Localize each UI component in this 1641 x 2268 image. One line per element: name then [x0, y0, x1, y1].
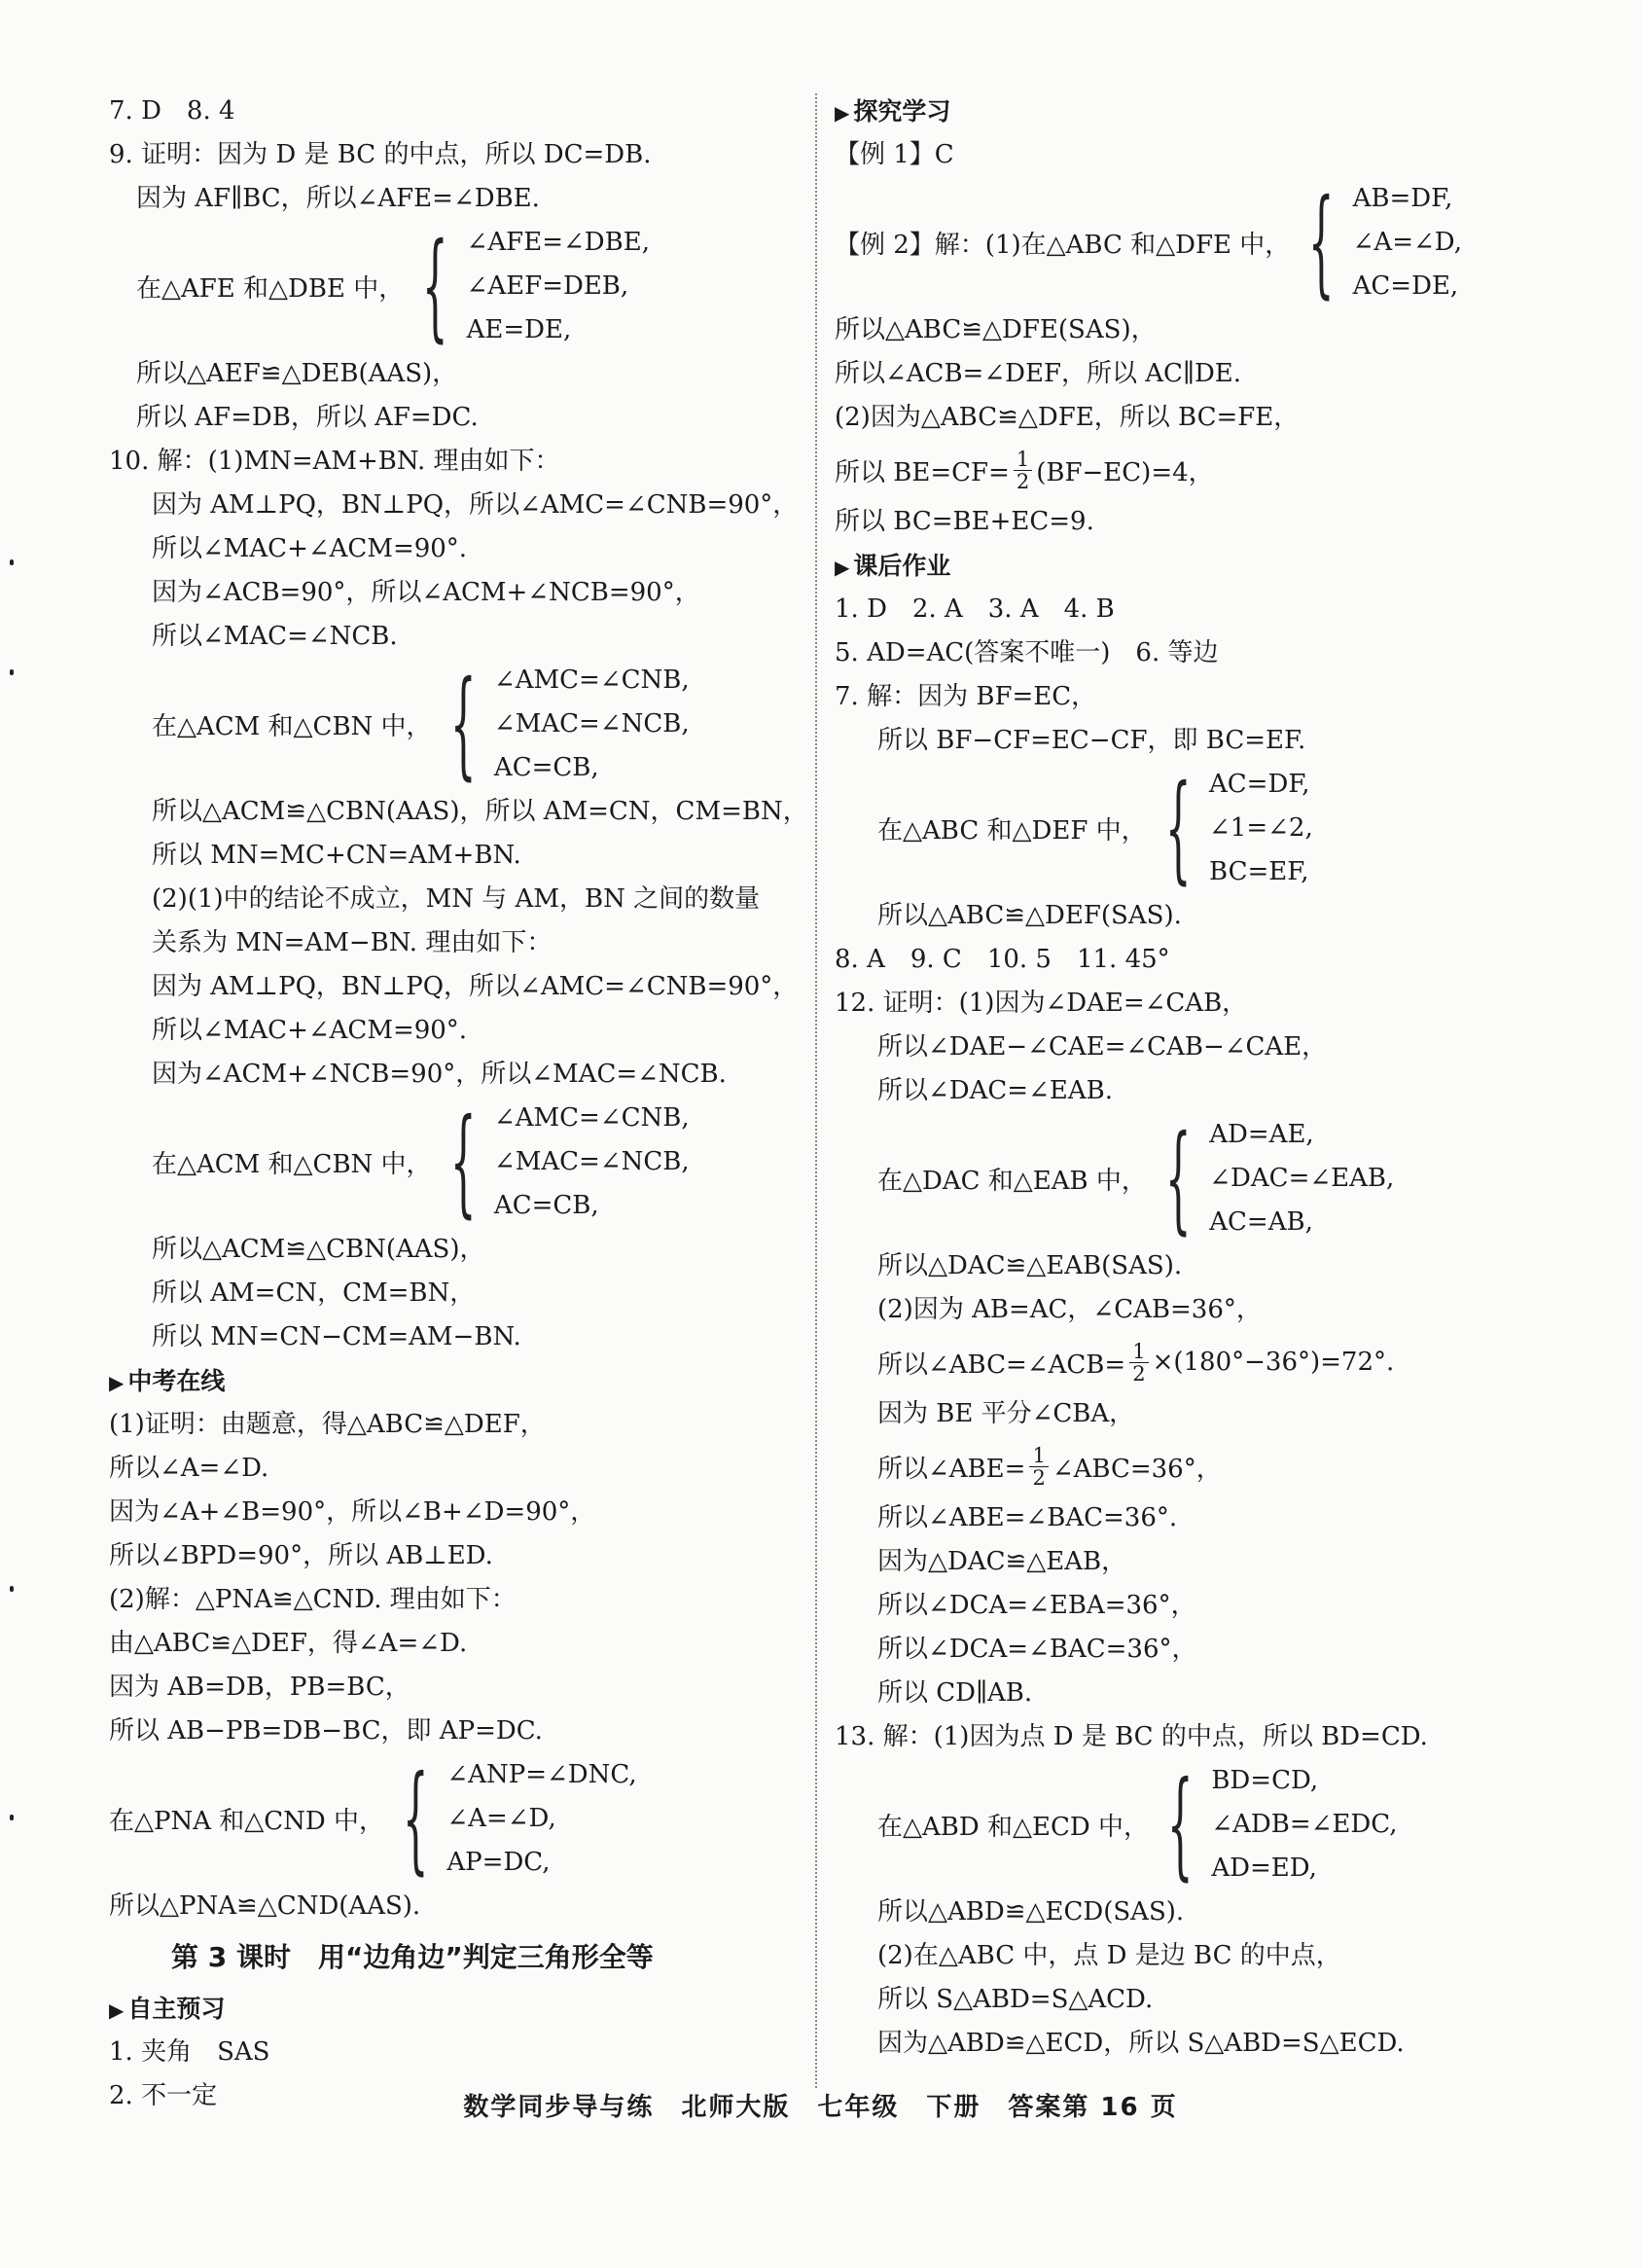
column-divider: [815, 93, 817, 2088]
q12-line-6: 因为 BE 平分∠CBA，: [877, 1399, 1135, 1428]
fraction-denominator: 2: [1032, 1465, 1046, 1490]
section-header-zhongkao-label: 中考在线: [127, 1367, 226, 1395]
q13-line-4: 所以 S△ABD=S△ACD.: [877, 1985, 1154, 2014]
q10-line-12: 因为∠ACM+∠NCB=90°，所以∠MAC=∠NCB.: [152, 1060, 727, 1089]
zz-answer-2: 2. 不一定: [109, 2081, 218, 2110]
zk-line-4: 所以∠BPD=90°，所以 AB⊥ED.: [109, 1541, 493, 1570]
ex2-line-2: 所以∠ACB=∠DEF，所以 AC∥DE.: [835, 359, 1242, 388]
q12-line-11: 所以 CD∥AB.: [877, 1678, 1033, 1708]
ex2-line-4: 所以 BC=BE+EC=9.: [835, 507, 1094, 536]
q10-line-7: 所以 MN=MC+CN=AM+BN.: [152, 841, 521, 870]
zk-line-5: (2)解：△PNA≌△CND. 理由如下：: [109, 1585, 517, 1614]
q10-line-15: 所以 MN=CN−CM=AM−BN.: [152, 1322, 521, 1351]
section-header-tanjiu-label: 探究学习: [853, 97, 951, 126]
zz-answer-1: 1. 夹角 SAS: [109, 2037, 270, 2067]
q10-line-6: 所以△ACM≌△CBN(AAS)，所以 AM=CN，CM=BN，: [152, 797, 808, 826]
q13-cond-1: BD=CD,: [1211, 1766, 1319, 1795]
q13-line-3: (2)在△ABC 中，点 D 是边 BC 的中点，: [877, 1941, 1341, 1970]
q13-cond-2: ∠ADB=∠EDC,: [1211, 1810, 1398, 1839]
q10-line-13: 所以△ACM≌△CBN(AAS)，: [152, 1235, 485, 1264]
zk-line-7: 因为 AB=DB，PB=BC，: [109, 1673, 410, 1702]
q10-s1-cond-2: ∠MAC=∠NCB,: [493, 709, 690, 738]
zk-line-1: (1)证明：由题意，得△ABC≌△DEF，: [109, 1410, 546, 1439]
answer-7-8: 7. D 8. 4: [109, 96, 235, 126]
ex2-cond-1: AB=DF,: [1352, 184, 1453, 213]
q13-cond-3: AD=ED,: [1211, 1854, 1317, 1883]
q7-cond-2: ∠1=∠2,: [1209, 813, 1313, 843]
ex2-line-1: 所以△ABC≌△DFE(SAS)，: [835, 315, 1157, 344]
q10-s1-cond-1: ∠AMC=∠CNB,: [493, 666, 690, 695]
triangle-marker-icon: ▶: [835, 101, 850, 125]
q12-line-1: 12. 证明：(1)因为∠DAE=∠CAB，: [835, 989, 1248, 1018]
zk-cond-2: ∠A=∠D,: [446, 1804, 556, 1833]
q12-f2-post: ∠ABC=36°，: [1052, 1454, 1222, 1484]
margin-dot: [10, 1815, 14, 1820]
q10-line-5: 所以∠MAC=∠NCB.: [152, 622, 398, 651]
q9-line-2: 因为 AF∥BC，所以∠AFE=∠DBE.: [136, 184, 540, 213]
q10-s2-cond-3: AC=CB,: [493, 1191, 599, 1220]
q10-s1-cond-3: AC=CB,: [493, 753, 599, 782]
section-header-zizhu-label: 自主预习: [127, 1995, 226, 2023]
fraction: [1014, 449, 1032, 492]
fraction-numerator: 1: [1129, 1341, 1148, 1363]
q9-line-3: 所以△AEF≌△DEB(AAS)，: [136, 359, 458, 388]
q10-line-9: 关系为 MN=AM−BN. 理由如下：: [152, 928, 553, 957]
fraction-numerator: 1: [1029, 1445, 1048, 1467]
q7-line-2: 所以 BF−CF=EC−CF，即 BC=EF.: [877, 726, 1306, 755]
brace-icon: {: [1308, 174, 1335, 310]
zk-cond-1: ∠ANP=∠DNC,: [446, 1760, 637, 1789]
answers-8-11: 8. A 9. C 10. 5 11. 45°: [835, 945, 1170, 974]
triangle-marker-icon: ▶: [109, 1998, 125, 2022]
q12-fraction-line-1: [835, 1332, 1535, 1392]
section-header-kehou: [835, 544, 1535, 588]
ex2-frac-post: (BF−EC)=4，: [1036, 457, 1214, 487]
q9-line-4: 所以 AF=DB，所以 AF=DC.: [136, 403, 479, 432]
q7-system: [835, 760, 1535, 896]
brace-icon: {: [402, 1750, 429, 1887]
q10-system-2-prefix: 在△ACM 和△CBN 中，: [152, 1150, 432, 1179]
zk-line-2: 所以∠A=∠D.: [109, 1454, 269, 1483]
q12-f1-pre: 所以∠ABC=∠ACB=: [877, 1350, 1126, 1380]
zk-cond-3: AP=DC,: [446, 1848, 551, 1877]
section-header-kehou-label: 课后作业: [853, 552, 951, 580]
kh-answers-1-4: 1. D 2. A 3. A 4. B: [835, 594, 1115, 624]
q9-cond-2: ∠AEF=DEB,: [466, 271, 629, 301]
q12-line-3: 所以∠DAC=∠EAB.: [877, 1076, 1113, 1105]
fraction-denominator: 2: [1016, 469, 1030, 493]
section-header-zizhu: [109, 1987, 790, 2031]
zk-line-3: 因为∠A+∠B=90°，所以∠B+∠D=90°，: [109, 1497, 596, 1527]
q13-line-2: 所以△ABD≌△ECD(SAS).: [877, 1897, 1185, 1926]
ex2-cond-3: AC=DE,: [1352, 271, 1459, 301]
ex2-fraction-line: [835, 440, 1535, 500]
q10-line-10: 因为 AM⊥PQ，BN⊥PQ，所以∠AMC=∠CNB=90°，: [152, 972, 799, 1001]
q12-cond-1: AD=AE,: [1209, 1120, 1314, 1149]
margin-dot: [10, 669, 14, 675]
q7-system-prefix: 在△ABC 和△DEF 中，: [877, 816, 1147, 846]
brace-icon: {: [1164, 760, 1192, 896]
q12-f2-pre: 所以∠ABE=: [877, 1454, 1026, 1484]
q10-line-8: (2)(1)中的结论不成立，MN 与 AM，BN 之间的数量: [152, 884, 761, 914]
triangle-marker-icon: ▶: [109, 1371, 125, 1394]
q12-line-8: 因为△DAC≌△EAB，: [877, 1547, 1127, 1576]
q12-line-7: 所以∠ABE=∠BAC=36°.: [877, 1503, 1178, 1532]
q9-system: [109, 218, 790, 354]
q12-line-9: 所以∠DCA=∠EBA=36°，: [877, 1591, 1196, 1620]
zk-system-prefix: 在△PNA 和△CND 中，: [109, 1807, 385, 1836]
q10-line-1: 10. 解：(1)MN=AM+BN. 理由如下：: [109, 447, 560, 476]
brace-icon: {: [1164, 1110, 1192, 1246]
q10-system-2: [109, 1094, 790, 1230]
zk-line-9: 所以△PNA≌△CND(AAS).: [109, 1891, 421, 1921]
q13-system-prefix: 在△ABD 和△ECD 中，: [877, 1813, 1149, 1842]
triangle-marker-icon: ▶: [835, 556, 850, 579]
brace-icon: {: [422, 218, 448, 354]
example-1: 【例 1】C: [835, 140, 954, 169]
q10-line-3: 所以∠MAC+∠ACM=90°.: [152, 534, 468, 563]
brace-icon: {: [449, 656, 477, 792]
section-header-zhongkao: [109, 1359, 790, 1403]
q10-line-4: 因为∠ACB=90°，所以∠ACM+∠NCB=90°，: [152, 578, 700, 607]
q10-line-14: 所以 AM=CN，CM=BN，: [152, 1278, 476, 1308]
ex2-cond-2: ∠A=∠D,: [1352, 228, 1462, 257]
q10-line-11: 所以∠MAC+∠ACM=90°.: [152, 1016, 468, 1045]
example-2-system: [835, 174, 1535, 310]
zk-system: [109, 1750, 790, 1887]
fraction: [1029, 1445, 1048, 1489]
q13-system: [835, 1756, 1535, 1892]
q9-line-1: 9. 证明：因为 D 是 BC 的中点，所以 DC=DB.: [109, 140, 652, 169]
q12-f1-post: ×(180°−36°)=72°.: [1152, 1348, 1395, 1377]
q10-system-1: [109, 656, 790, 792]
lesson-title: 第 3 课时 用“边角边”判定三角形全等: [171, 1941, 654, 1973]
q9-system-prefix: 在△AFE 和△DBE 中，: [136, 274, 405, 304]
q12-system-prefix: 在△DAC 和△EAB 中，: [877, 1167, 1147, 1196]
fraction-numerator: 1: [1014, 449, 1032, 471]
q10-system-1-prefix: 在△ACM 和△CBN 中，: [152, 712, 432, 741]
section-header-tanjiu: [835, 90, 1535, 133]
kh-answers-5-6: 5. AD=AC(答案不唯一) 6. 等边: [835, 638, 1219, 667]
right-column: [835, 90, 1535, 2066]
q7-cond-1: AC=DF,: [1209, 770, 1310, 799]
page-footer: 数学同步导与练 北师大版 七年级 下册 答案第 16 页: [463, 2093, 1178, 2122]
q12-fraction-line-2: [835, 1436, 1535, 1496]
zk-line-6: 由△ABC≌△DEF，得∠A=∠D.: [109, 1629, 468, 1658]
q12-line-4: 所以△DAC≌△EAB(SAS).: [877, 1251, 1183, 1280]
q7-line-1: 7. 解：因为 BF=EC，: [835, 682, 1097, 711]
q13-line-5: 因为△ABD≌△ECD，所以 S△ABD=S△ECD.: [877, 2029, 1405, 2058]
q12-line-2: 所以∠DAE−∠CAE=∠CAB−∠CAE，: [877, 1032, 1328, 1062]
q12-line-5: (2)因为 AB=AC，∠CAB=36°，: [877, 1295, 1262, 1324]
q9-cond-3: AE=DE,: [466, 315, 572, 344]
q13-line-1: 13. 解：(1)因为点 D 是 BC 的中点，所以 BD=CD.: [835, 1722, 1428, 1751]
q12-line-10: 所以∠DCA=∠BAC=36°，: [877, 1635, 1197, 1664]
ex2-frac-pre: 所以 BE=CF=: [835, 457, 1010, 487]
left-column: [109, 90, 808, 2118]
ex2-line-3: (2)因为△ABC≌△DFE，所以 BC=FE，: [835, 403, 1300, 432]
q10-s2-cond-1: ∠AMC=∠CNB,: [493, 1103, 690, 1133]
fraction: [1129, 1341, 1148, 1385]
q12-cond-2: ∠DAC=∠EAB,: [1209, 1164, 1395, 1193]
q12-system: [835, 1110, 1535, 1246]
q7-cond-3: BC=EF,: [1209, 857, 1309, 886]
brace-icon: {: [1166, 1756, 1194, 1892]
q12-cond-3: AC=AB,: [1209, 1207, 1313, 1237]
example-2-prefix: 【例 2】解：(1)在△ABC 和△DFE 中，: [835, 231, 1291, 260]
brace-icon: {: [449, 1094, 477, 1230]
q9-cond-1: ∠AFE=∠DBE,: [466, 228, 650, 257]
fraction-denominator: 2: [1132, 1361, 1146, 1386]
margin-dot: [10, 1586, 14, 1592]
q10-s2-cond-2: ∠MAC=∠NCB,: [493, 1147, 690, 1176]
margin-dot: [10, 559, 14, 565]
q7-line-3: 所以△ABC≌△DEF(SAS).: [877, 901, 1182, 930]
zk-line-8: 所以 AB−PB=DB−BC，即 AP=DC.: [109, 1716, 543, 1746]
q10-line-2: 因为 AM⊥PQ，BN⊥PQ，所以∠AMC=∠CNB=90°，: [152, 490, 799, 520]
